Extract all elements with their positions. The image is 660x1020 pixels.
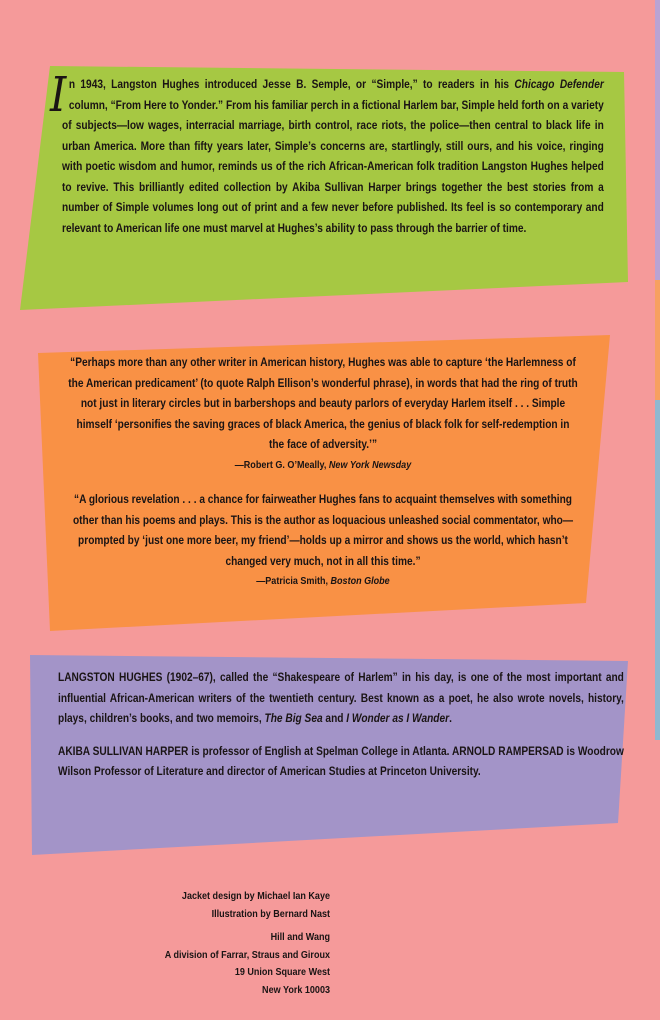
credits xyxy=(80,888,330,999)
edge-strip-purple xyxy=(655,0,660,280)
reviews-panel xyxy=(38,335,610,631)
publisher-name: Hill and Wang xyxy=(270,931,330,943)
review-author-2: —Patricia Smith, xyxy=(256,575,331,587)
review-source-2: Boston Globe xyxy=(330,575,390,587)
edge-strip-orange xyxy=(655,280,660,400)
author-bio xyxy=(58,667,624,729)
bio-end: . xyxy=(449,711,452,725)
credits-block xyxy=(115,888,330,999)
author-bio-text: LANGSTON HUGHES (1902–67), called the “Shakespeare of Harlem” in his day, is one of the most important and influential African-American writers of the twentieth century. Best known as a poet, he also wrote novels, history, plays, children’s books, and two memoirs, xyxy=(58,670,624,725)
reviews-text xyxy=(68,352,578,592)
review-attribution-2 xyxy=(68,571,578,592)
publisher-division: A division of Farrar, Straus and Giroux xyxy=(164,948,330,961)
review-author-1: —Robert G. O’Meally, xyxy=(234,458,329,471)
editors-bio: AKIBA SULLIVAN HARPER is professor of English at Spelman College in Atlanta. ARNOLD RAMPERSAD is Woodrow Wilson Professor of Literature and director of American Studies at Princeton University. xyxy=(58,743,624,778)
illustration-credit: Illustration by Bernard Nast xyxy=(211,907,330,920)
bios-text xyxy=(58,667,624,782)
edge-strip-blue xyxy=(655,400,660,740)
publisher-street: 19 Union Square West xyxy=(234,966,330,978)
publication-name: Chicago Defender xyxy=(514,77,604,91)
synopsis-panel xyxy=(20,60,628,310)
bios-panel xyxy=(30,655,628,855)
review-attribution-1 xyxy=(68,455,578,476)
review-quote-2: “A glorious revelation . . . a chance for fairweather Hughes fans to acquaint themselves with something other than his poems and plays. This is the author as loquacious unleashed social commentator, who—prompted by ‘just one more beer, my friend’—holds up a mirror and shows us the world, which hasn’t changed very much, not in all this time.” xyxy=(72,492,574,568)
review-source-1: New York Newsday xyxy=(328,458,412,471)
publisher-city: New York 10003 xyxy=(262,983,330,996)
book-title-i-wonder: I Wonder as I Wander xyxy=(346,711,450,725)
bio-conjunction: and xyxy=(322,711,347,725)
synopsis-part-2: column, “From Here to Yonder.” From his familiar perch in a fictional Harlem bar, Simple held forth on a variety of subjects—low wages, interracial marriage, birth control, race riots, the police—then central to black life in urban America. More than fifty years later, Simple’s concerns are, startlingly, still ours, and his voice, ringing with poetic wisdom and humor, reminds us of the rich African-American folk tradition Langston Hughes helped to revive. This brilliantly edited collection by Akiba Sullivan Harper brings together the best stories from a number of Simple volumes long out of print and a few never before published. Its feel is so contemporary and relevant to American life one must marvel at Hughes’s ability to pass through the barrier of time. xyxy=(62,97,604,235)
review-quote-1: “Perhaps more than any other writer in American history, Hughes was able to capture ‘the Harlemness of the American predicament’ (to quote Ralph Ellison’s wonderful phrase), in words that had the ring of truth not just in literary circles but in barbershops and beauty parlors of everyday Harlem itself . . . Simple himself ‘personifies the saving graces of black America, the genius of black folk for self-redemption in the face of adversity.’” xyxy=(68,355,578,451)
book-title-big-sea: The Big Sea xyxy=(264,711,323,725)
synopsis-part-1: n 1943, Langston Hughes introduced Jesse B. Semple, or “Simple,” to readers in his xyxy=(68,77,515,91)
synopsis-text xyxy=(49,67,604,238)
jacket-design-credit: Jacket design by Michael Ian Kaye xyxy=(181,890,330,902)
drop-cap: I xyxy=(49,67,67,123)
